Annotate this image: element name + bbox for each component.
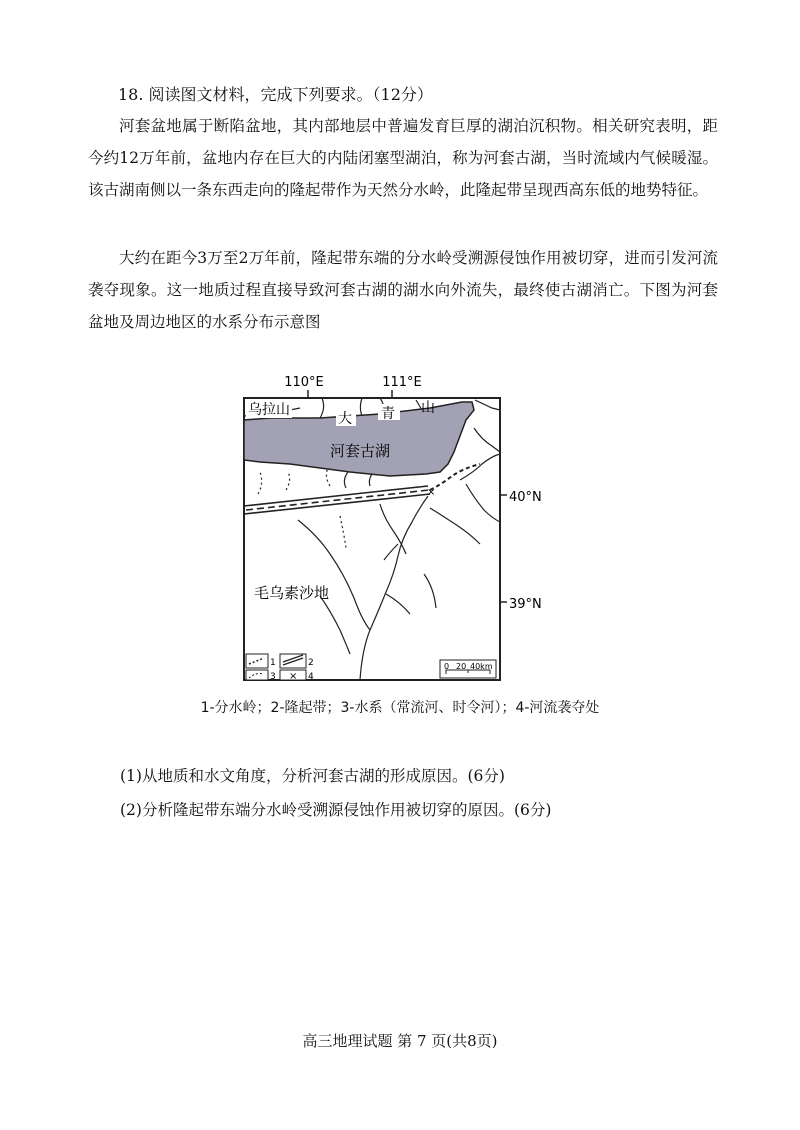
legend-4: 4 (308, 672, 314, 682)
lat-label-39: 39°N (509, 597, 542, 612)
legend-1: 1 (270, 658, 276, 668)
svg-text:×: × (289, 671, 298, 682)
river-capture-mark: × (427, 487, 436, 498)
water-system-map (230, 368, 560, 690)
lon-label-110: 110°E (284, 375, 324, 390)
label-desert: 毛乌素沙地 (254, 584, 330, 602)
map-scale (440, 660, 496, 678)
label-lake: 河套古湖 (330, 442, 391, 460)
subquestion-2: (2)分析隆起带东端分水岭受溯源侵蚀作用被切穿的原因。(6分) (120, 801, 552, 819)
label-qing: 青 (381, 406, 395, 422)
scale-mid: 20 (456, 662, 467, 671)
page-footer: 高三地理试题 第 7 页(共8页) (302, 1032, 498, 1050)
subquestion-1: (1)从地质和水文角度，分析河套古湖的形成原因。(6分) (120, 767, 505, 785)
label-da: 大 (338, 411, 352, 427)
lon-label-111: 111°E (382, 375, 422, 390)
material-paragraph-1: 河套盆地属于断陷盆地，其内部地层中普遍发育巨厚的湖泊沉积物。相关研究表明，距今约12万年前，盆地内存在巨大的内陆闭塞型湖泊，称为河套古湖，当时流域内气候暖湿。该古湖南侧以一条东西走向的隆起带作为天然分水岭，此隆起带呈现西高东低的地势特征。 (88, 117, 718, 199)
scale-end: 40km (470, 662, 493, 671)
scale-zero: 0 (444, 662, 450, 671)
material-paragraph-2: 大约在距今3万至2万年前，隆起带东端的分水岭受溯源侵蚀作用被切穿，进而引发河流袭夺现象。这一地质过程直接导致河套古湖的湖水向外流失，最终使古湖消亡。下图为河套盆地及周边地区的水系分布示意图 (88, 249, 718, 331)
map-legend (246, 654, 314, 682)
lat-label-40: 40°N (509, 490, 542, 505)
map-caption: 1-分水岭；2-隆起带；3-水系（常流河、时令河）；4-河流袭夺处 (200, 700, 600, 716)
label-shan: 山 (421, 400, 435, 416)
legend-3: 3 (270, 672, 276, 682)
question-title: 18. 阅读图文材料，完成下列要求。（12分） (118, 85, 433, 104)
label-wulashan: 乌拉山 (248, 402, 290, 418)
legend-2: 2 (308, 658, 314, 668)
